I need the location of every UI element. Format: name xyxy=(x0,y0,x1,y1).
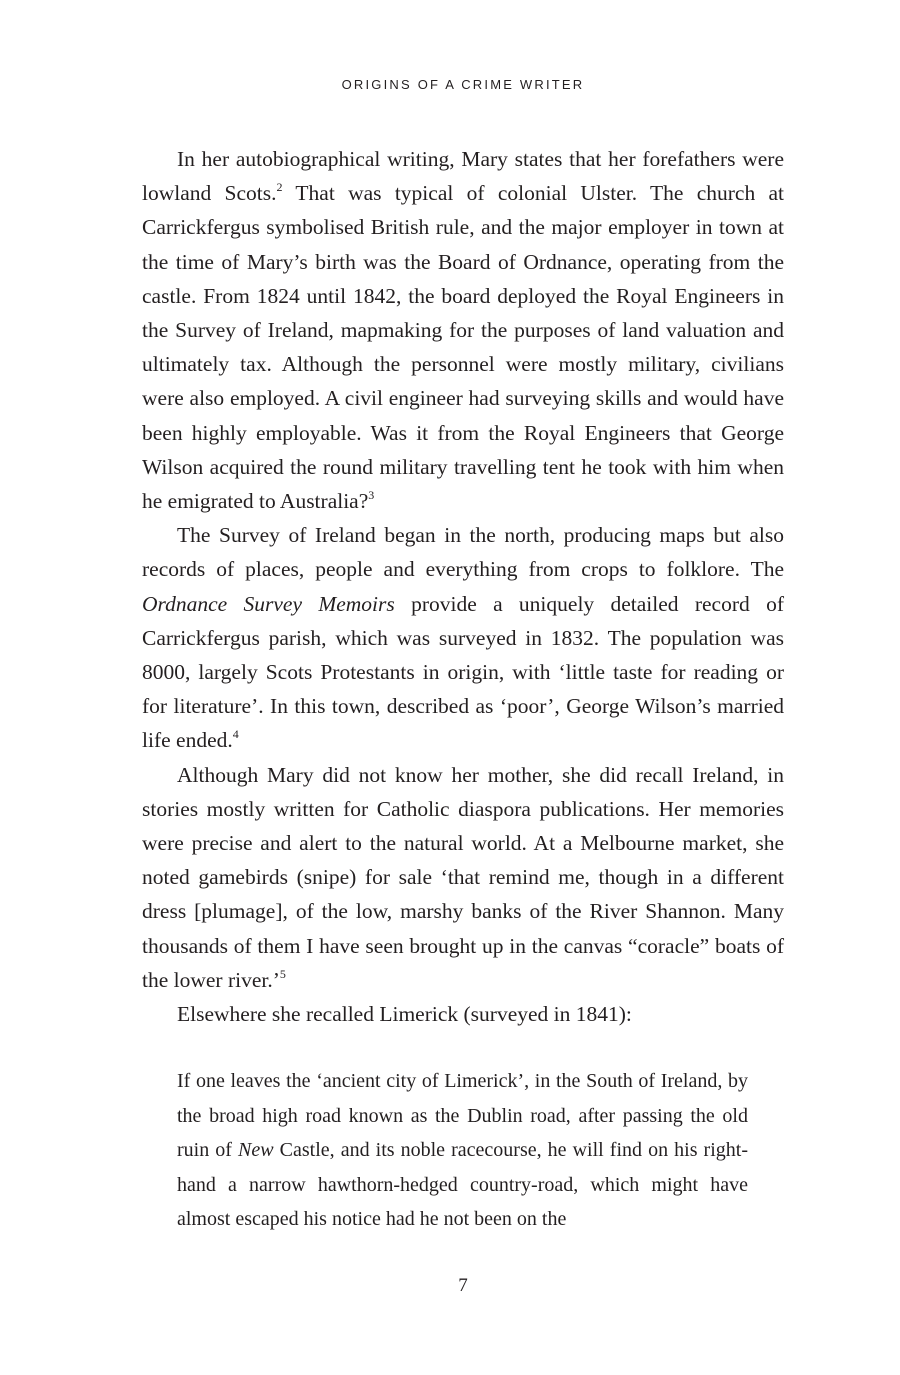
paragraph xyxy=(142,518,784,757)
text-segment: That was typical of colonial Ulster. The church at Carrickfergus symbolised British rule, and the major employer in town at the time of Mary’s birth was the Board of Ordnance, operating from the castle. From 1824 until 1842, the board deployed the Royal Engineers in the Survey of Ireland, mapmaking for the purposes of land valuation and ultimately tax. Although the personnel were mostly military, civilians were also employed. A civil engineer had surveying skills and would have been highly employable. Was it from the Royal Engineers that George Wilson acquired the round military travelling tent he took with him when he emigrated to Australia? xyxy=(142,181,785,514)
running-head: ORIGINS OF A CRIME WRITER xyxy=(341,77,585,92)
footnote-marker: 3 xyxy=(368,488,375,503)
text-segment: If one leaves the ‘ancient city of Limerick’, in the South of Ireland, by the broad high road known as the Dublin road, after passing the old ruin of xyxy=(177,1070,748,1161)
text-segment: The Survey of Ireland began in the north, producing maps but also records of places, people and everything from crops to folklore. The xyxy=(142,523,784,582)
text-segment: provide a uniquely detailed record of Carrickfergus parish, which was surveyed in 1832. The population was 8000, largely Scots Protestants in origin, with ‘little taste for reading or for literature’. In this town, described as ‘poor’, George Wilson’s married life ended. xyxy=(142,591,784,753)
page-number: 7 xyxy=(458,1275,468,1296)
footnote-marker: 2 xyxy=(276,180,283,195)
paragraph xyxy=(142,142,784,518)
text-segment: Although Mary did not know her mother, she did recall Ireland, in stories mostly written for Catholic diaspora publications. Her memories were precise and alert to the natural world. At a Melbourne market, she noted gamebirds (snipe) for sale ‘that remind me, though in a different dress [plumage], of the low, marshy banks of the River Shannon. Many thousands of them I have seen brought up in the canvas “coracle” boats of the lower river.’ xyxy=(142,762,784,992)
italic-title: Ordnance Survey Memoirs xyxy=(142,591,395,616)
italic-word: New xyxy=(238,1139,274,1161)
block-quote xyxy=(177,1064,748,1237)
footnote-marker: 5 xyxy=(279,966,286,981)
quote-paragraph xyxy=(177,1064,748,1237)
paragraph xyxy=(142,758,784,997)
body-text xyxy=(142,142,784,1031)
text-segment: Elsewhere she recalled Limerick (surveyed in 1841): xyxy=(177,1002,632,1027)
text-segment: In her autobiographical writing, Mary states that her forefathers were lowland Scots. xyxy=(142,147,784,206)
footnote-marker: 4 xyxy=(232,727,239,742)
paragraph xyxy=(142,997,784,1031)
text-segment: Castle, and its noble racecourse, he will find on his right-hand a narrow hawthorn-hedged country-road, which might have almost escaped his notice had he not been on the xyxy=(177,1139,748,1230)
